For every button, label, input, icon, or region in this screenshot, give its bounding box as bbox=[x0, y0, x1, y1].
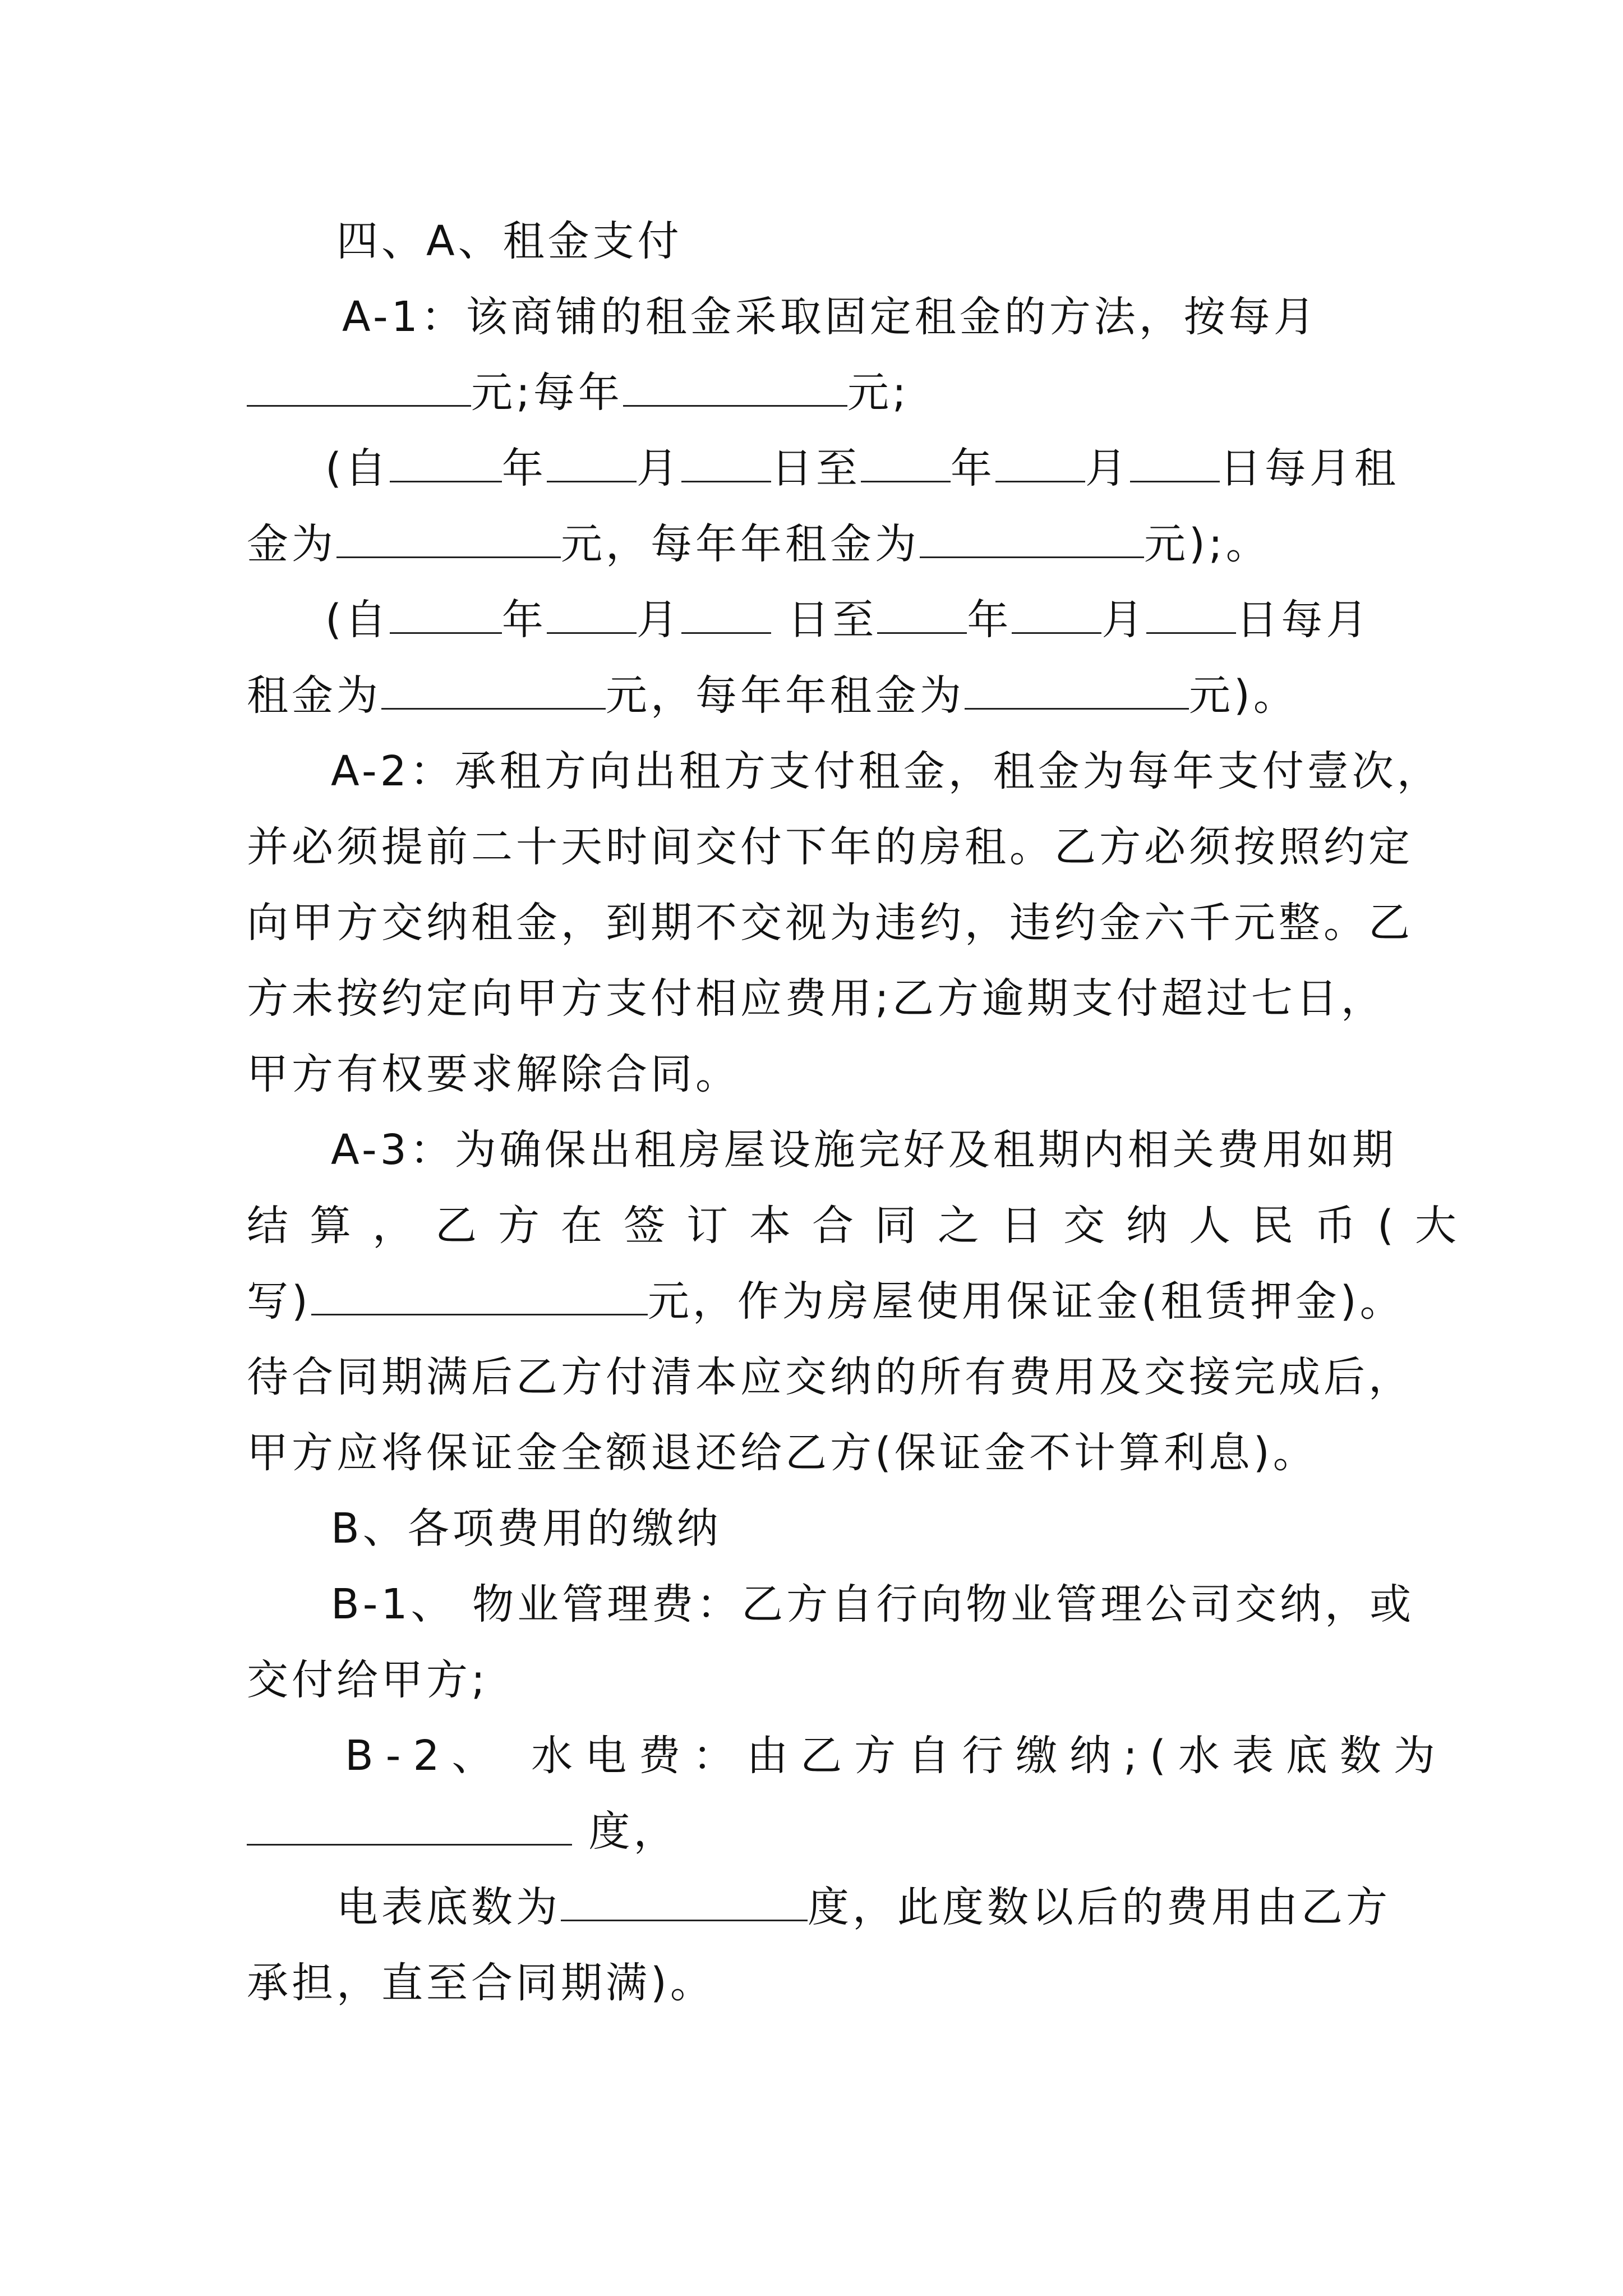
period2-end-month-blank[interactable] bbox=[1012, 593, 1101, 634]
a3-l3-end: 元，作为房屋使用保证金(租赁押金)。 bbox=[647, 1277, 1405, 1326]
period1-year-label: 年 bbox=[501, 444, 547, 493]
period1-month2-label: 月 bbox=[1085, 444, 1130, 493]
period1-monthly-blank[interactable] bbox=[336, 517, 561, 558]
period2-month-label: 月 bbox=[636, 596, 681, 644]
paragraph-a1-line1 bbox=[342, 283, 1486, 351]
period2-open: (自 bbox=[325, 596, 390, 644]
period1-start-month-blank[interactable] bbox=[547, 441, 637, 482]
period1-start-day-blank[interactable] bbox=[681, 441, 771, 482]
period1-l2-mid: 元，每年年租金为 bbox=[561, 520, 920, 568]
section-heading-a: 四、A、租金支付 bbox=[336, 217, 683, 265]
paragraph-a2-line4: 方未按约定向甲方支付相应费用;乙方逾期支付超过七日， bbox=[247, 974, 1386, 1023]
period1-open: (自 bbox=[325, 444, 390, 493]
period2-year2-label: 年 bbox=[967, 596, 1012, 644]
a1-text: 该商铺的租金采取固定租金的方法，按每月 bbox=[465, 293, 1318, 341]
period1-l2-end: 元);。 bbox=[1144, 520, 1271, 568]
paragraph-a2-line3: 向甲方交纳租金，到期不交视为违约，违约金六千元整。乙 bbox=[247, 899, 1413, 947]
period2-l2-start: 租金为 bbox=[247, 671, 381, 720]
period1-tail: 日每月租 bbox=[1219, 444, 1399, 493]
paragraph-a2-line2: 并必须提前二十天时间交付下年的房租。乙方必须按照约定 bbox=[247, 823, 1413, 871]
paragraph-a3-line1: A-3：为确保出租房屋设施完好及租期内相关费用如期 bbox=[331, 1126, 1397, 1174]
paragraph-a3-line4: 待合同期满后乙方付清本应交纳的所有费用及交接完成后， bbox=[247, 1353, 1413, 1401]
period2-monthly-blank[interactable] bbox=[381, 669, 606, 710]
period2-start-month-blank[interactable] bbox=[547, 593, 637, 634]
period1-yearly-blank[interactable] bbox=[920, 517, 1144, 558]
water-meter-reading-blank[interactable] bbox=[247, 1805, 572, 1846]
period2-dayto-label: 日至 bbox=[787, 596, 878, 644]
section-heading-b: B、各项费用的缴纳 bbox=[331, 1504, 722, 1553]
paragraph-a3-line5: 甲方应将保证金全额退还给乙方(保证金不计算利息)。 bbox=[247, 1429, 1318, 1477]
period1-start-year-blank[interactable] bbox=[390, 441, 502, 482]
period2-year-label: 年 bbox=[501, 596, 547, 644]
period2-start-year-blank[interactable] bbox=[390, 593, 502, 634]
period2-tail: 日每月 bbox=[1236, 596, 1371, 644]
period2-month2-label: 月 bbox=[1101, 596, 1147, 644]
paragraph-b1-line1: B-1、 物业管理费：乙方自行向物业管理公司交纳，或 bbox=[331, 1580, 1415, 1628]
period2-l2-mid: 元，每年年租金为 bbox=[606, 671, 965, 720]
paragraph-a2-line5: 甲方有权要求解除合同。 bbox=[247, 1050, 740, 1098]
period1-end-day-blank[interactable] bbox=[1130, 441, 1220, 482]
paragraph-b2-line1: B-2、 水电费：由乙方自行缴纳;(水表底数为 bbox=[345, 1732, 1447, 1780]
a1-end: 元; bbox=[847, 369, 910, 417]
period2-end-year-blank[interactable] bbox=[877, 593, 967, 634]
a1-label: A-1： bbox=[342, 293, 466, 341]
period2-end-day-blank[interactable] bbox=[1146, 593, 1236, 634]
period1-end-month-blank[interactable] bbox=[995, 441, 1085, 482]
period1-dayto-label: 日至 bbox=[771, 444, 861, 493]
paragraph-a3-line3 bbox=[247, 1268, 1405, 1335]
paragraph-a3-line2: 结算，乙方在签订本合同之日交纳人民币(大 bbox=[247, 1202, 1478, 1250]
period1-line2 bbox=[247, 510, 1391, 578]
period1-l2-start: 金为 bbox=[247, 520, 336, 568]
yearly-rent-blank[interactable] bbox=[623, 366, 847, 407]
period1-end-year-blank[interactable] bbox=[861, 441, 951, 482]
period1-line1 bbox=[325, 435, 1469, 502]
electric-meter-reading-blank[interactable] bbox=[561, 1880, 808, 1921]
paragraph-a2-line1: A-2：承租方向出租方支付租金，租金为每年支付壹次， bbox=[331, 747, 1442, 795]
monthly-rent-blank[interactable] bbox=[247, 366, 471, 407]
period2-line1 bbox=[325, 586, 1469, 654]
period1-year2-label: 年 bbox=[950, 444, 995, 493]
deposit-amount-blank[interactable] bbox=[311, 1274, 648, 1315]
b2-l3-end: 度，此度数以后的费用由乙方 bbox=[808, 1883, 1391, 1931]
paragraph-b2-line2 bbox=[247, 1798, 1391, 1865]
paragraph-a1-line2 bbox=[247, 359, 1391, 426]
period2-l2-end: 元)。 bbox=[1189, 671, 1298, 720]
period1-month-label: 月 bbox=[636, 444, 681, 493]
paragraph-b2-line3 bbox=[336, 1874, 1481, 1941]
paragraph-b1-line2: 交付给甲方; bbox=[247, 1656, 488, 1704]
period2-start-day-blank[interactable] bbox=[681, 593, 771, 634]
period2-line2 bbox=[247, 662, 1391, 729]
a1-mid: 元;每年 bbox=[471, 369, 623, 417]
b2-l2-end: 度， bbox=[588, 1807, 679, 1856]
b2-l3-start: 电表底数为 bbox=[336, 1883, 561, 1931]
paragraph-b2-line4: 承担，直至合同期满)。 bbox=[247, 1959, 715, 2007]
a3-l3-start: 写) bbox=[247, 1277, 311, 1326]
period2-yearly-blank[interactable] bbox=[965, 669, 1189, 710]
